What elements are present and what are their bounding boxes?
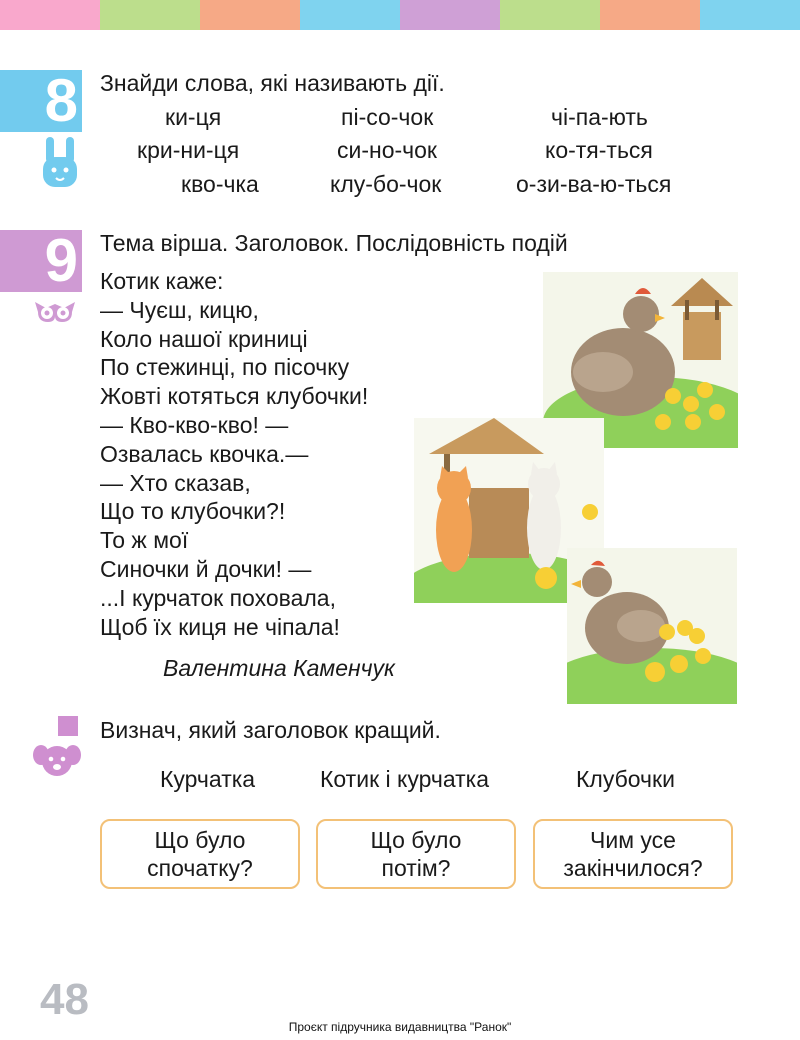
stripe — [600, 0, 700, 30]
sequence-box-beginning: Що було спочатку? — [100, 819, 300, 889]
stripe — [500, 0, 600, 30]
syllable-word: клу-бо-чок — [330, 171, 442, 197]
poem-line: Жовті котяться клубочки! — [100, 383, 369, 410]
stripe — [0, 0, 100, 30]
poem-line: — Хто сказав, — [100, 469, 251, 496]
syllable-word: ко-тя-ться — [545, 137, 653, 163]
title-option: Курчатка — [160, 766, 256, 792]
poem — [100, 267, 368, 641]
title-option: Котик і курчатка — [320, 766, 490, 792]
poem-line: Що то клубочки?! — [100, 498, 286, 525]
syllable-word: си-но-чок — [337, 137, 437, 163]
task-marker — [58, 716, 78, 736]
syllable-word: чі-па-ють — [551, 104, 648, 130]
bunny-icon — [40, 137, 80, 189]
syllable-word: ки-ця — [165, 104, 222, 130]
poem-line: Озвалась квочка.— — [100, 440, 309, 467]
poem-line: — Кво-кво-кво! — — [100, 411, 289, 438]
poem-line: Коло нашої криниці — [100, 325, 308, 352]
stripe — [700, 0, 800, 30]
exercise-9-title: Тема вірша. Заголовок. Послідовність подій — [100, 230, 568, 256]
exercise-number-8: 8 — [0, 70, 82, 132]
footer-note: Проєкт підручника видавництва "Ранок" — [288, 1020, 512, 1034]
syllable-word: кри-ни-ця — [137, 137, 240, 163]
poem-line: Котик каже: — [100, 268, 224, 294]
illustration-hen-with-chicks — [567, 548, 737, 704]
syllable-word: о-зи-ва-ю-ться — [516, 171, 672, 197]
sequence-box-middle: Що було потім? — [316, 819, 516, 889]
exercise-8-instruction: Знайди слова, які називають дії. — [100, 70, 445, 96]
page-number: 48 — [40, 975, 89, 1024]
stripe — [400, 0, 500, 30]
stripe — [300, 0, 400, 30]
poem-line: ...І курчаток поховала, — [100, 584, 336, 611]
stripe — [200, 0, 300, 30]
poem-line: По стежинці, по пісочку — [100, 354, 350, 381]
exercise-number-9: 9 — [0, 230, 82, 292]
title-option: Клубочки — [576, 766, 675, 792]
poem-line: — Чуєш, кицю, — [100, 296, 259, 323]
poem-line: Синочки й дочки! — — [100, 555, 312, 582]
poem-line: Щоб їх киця не чіпала! — [100, 613, 340, 640]
syllable-word: пі-со-чок — [341, 104, 434, 130]
stripe — [100, 0, 200, 30]
sequence-box-end: Чим усе закінчилося? — [533, 819, 733, 889]
owl-icon — [32, 298, 78, 324]
poem-author: Валентина Каменчук — [163, 655, 395, 681]
syllable-word: кво-чка — [181, 171, 259, 197]
dog-icon — [33, 743, 81, 777]
poem-line: То ж мої — [100, 527, 189, 554]
task-instruction: Визнач, який заголовок кращий. — [100, 717, 441, 743]
